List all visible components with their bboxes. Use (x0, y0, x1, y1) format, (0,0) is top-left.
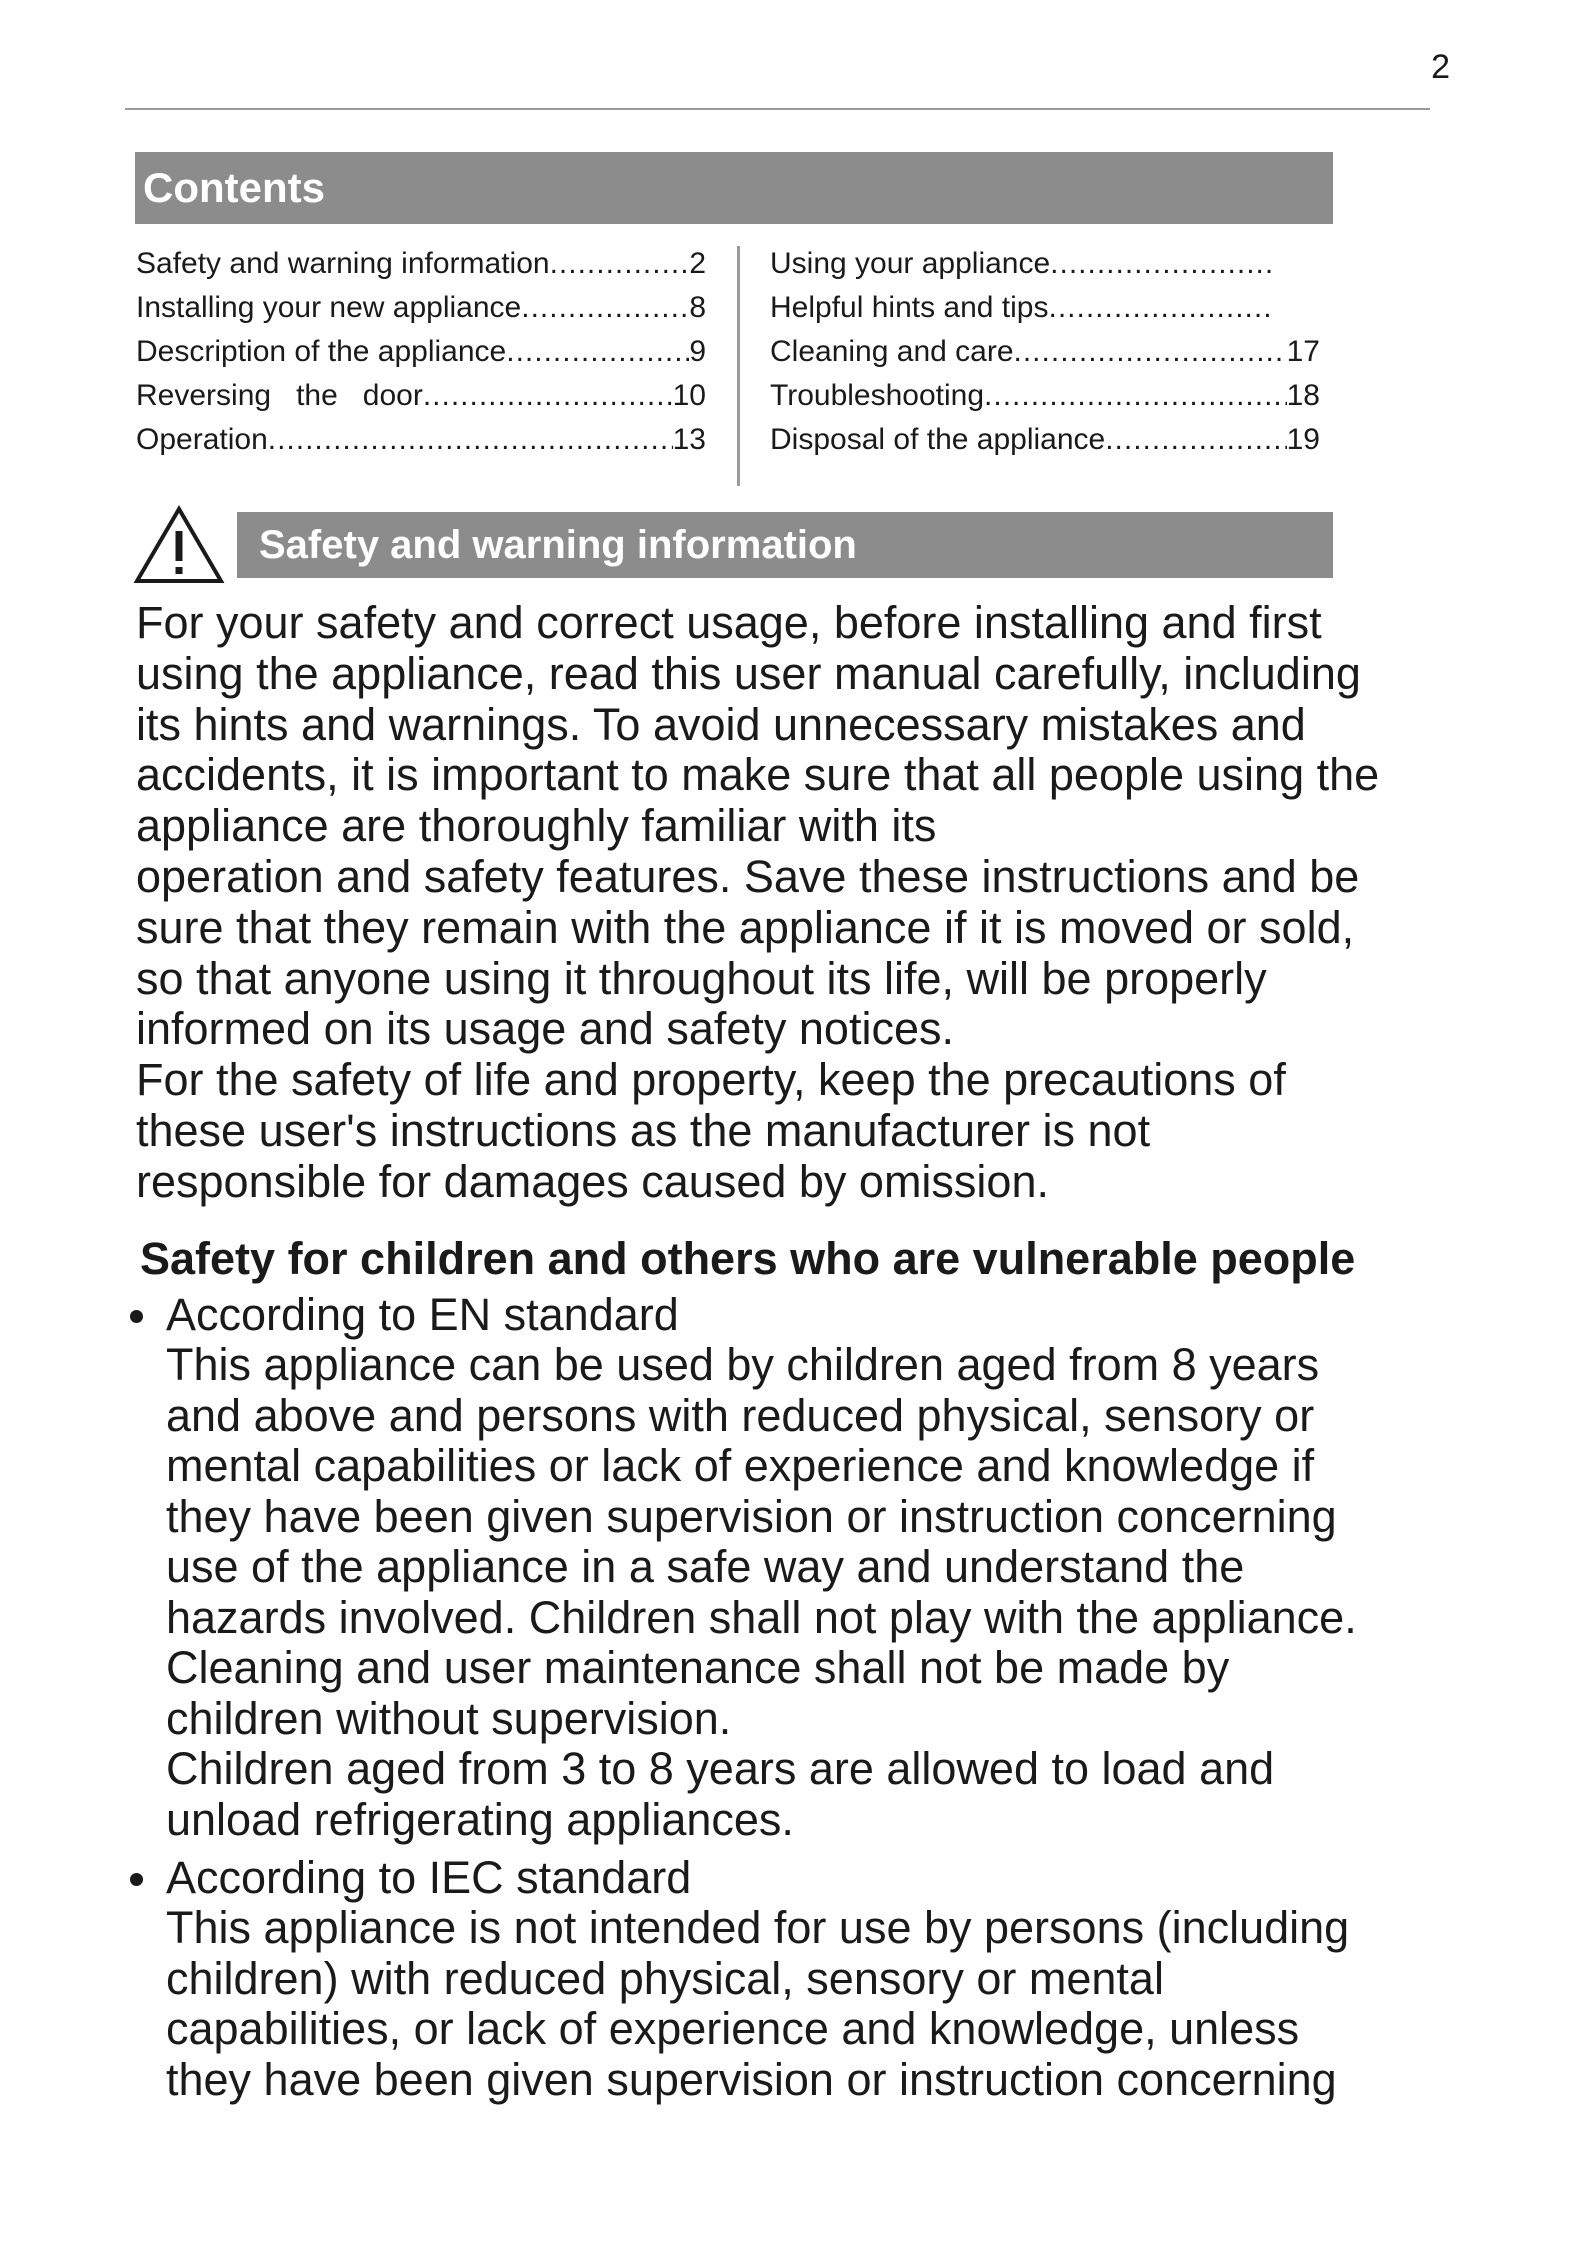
bullet-heading: According to IEC standard (166, 1852, 692, 1903)
toc-leader-dots (550, 242, 690, 286)
toc-entry[interactable] (770, 330, 1320, 374)
warning-triangle-icon (133, 505, 225, 585)
toc-column-divider (737, 246, 740, 486)
toc-leader-dots (1105, 418, 1286, 462)
bullet-heading: According to EN standard (166, 1289, 679, 1340)
toc-leader-dots (1014, 330, 1287, 374)
toc-entry-title: Using your appliance (770, 247, 1051, 280)
toc-entry[interactable] (770, 242, 1275, 286)
toc-leader-dots (423, 374, 673, 418)
page-number: 2 (1431, 48, 1450, 86)
toc-leader-dots (521, 286, 689, 330)
toc-entry[interactable] (136, 374, 706, 418)
toc-leader-dots (506, 330, 689, 374)
safety-heading: Safety and warning information (237, 512, 1333, 578)
toc-entry-page: 19 (1286, 423, 1320, 456)
toc-entry-title: Troubleshooting (770, 379, 985, 412)
safety-intro-text: For your safety and correct usage, before installing and first using the appliance, read this user manual carefully, including its hints and warnings. To avoid unnecessary mistakes and accidents, it is important to make sure that all people using the appliance are thoroughly familiar with its operation and safety features. Save these instructions and be sure that they remain with the appliance if it is moved or sold, so that anyone using it throughout its life, will be properly informed on its usage and safety notices. For the safety of life and property, keep the precautions of these user's instructions as the manufacturer is not responsible for damages caused by omission. (136, 597, 1380, 1207)
bullet-icon (130, 1873, 143, 1886)
toc-entry-page: 17 (1286, 335, 1320, 368)
children-safety-heading: Safety for children and others who are vulnerable people (140, 1233, 1356, 1284)
toc-entry-title: Helpful hints and tips (770, 291, 1049, 324)
bullet-body: This appliance can be used by children aged from 8 years and above and persons with reduced physical, sensory or mental capabilities or lack of experience and knowledge if they have been given supervision or instruction concerning use of the appliance in a safe way and understand the hazards involved. Children shall not play with the appliance. Cleaning and user maintenance shall not be made by children without supervision. Children aged from 3 to 8 years are allowed to load and unload refrigerating appliances. (166, 1339, 1357, 1845)
toc-entry-page: 18 (1286, 379, 1320, 412)
toc-entry[interactable] (770, 374, 1320, 418)
toc-entry-title: Operation (136, 423, 268, 456)
header-rule (125, 108, 1430, 110)
toc-right-column (770, 242, 1320, 462)
toc-entry[interactable] (770, 418, 1320, 462)
toc-entry-page: 8 (689, 291, 706, 324)
toc-entry[interactable] (136, 330, 706, 374)
contents-heading: Contents (135, 152, 1333, 224)
bullet-icon (130, 1310, 143, 1323)
toc-left-column (136, 242, 706, 462)
toc-entry-title: Description of the appliance (136, 335, 507, 368)
toc-entry-title: Installing your new appliance (136, 291, 522, 324)
toc-entry-page: 13 (672, 423, 706, 456)
toc-entry[interactable] (770, 286, 1275, 330)
toc-entry[interactable] (136, 242, 706, 286)
toc-entry-title: Reversing the door (136, 379, 423, 412)
toc-entry-page: 10 (672, 379, 706, 412)
toc-entry[interactable] (136, 418, 706, 462)
toc-leader-dots (268, 418, 673, 462)
toc-entry-title: Disposal of the appliance (770, 423, 1106, 456)
toc-leader-dots (1050, 242, 1275, 286)
toc-entry-title: Cleaning and care (770, 335, 1014, 368)
toc-entry-page: 2 (689, 247, 706, 280)
toc-leader-dots (984, 374, 1287, 418)
toc-entry-title: Safety and warning information (136, 247, 550, 280)
toc-leader-dots (1049, 286, 1276, 330)
bullet-body: This appliance is not intended for use by persons (including children) with reduced physical, sensory or mental capabilities, or lack of experience and knowledge, unless they have been given supervision or instruction concerning (166, 1902, 1350, 2105)
toc-entry-page: 9 (689, 335, 706, 368)
toc-entry[interactable] (136, 286, 706, 330)
